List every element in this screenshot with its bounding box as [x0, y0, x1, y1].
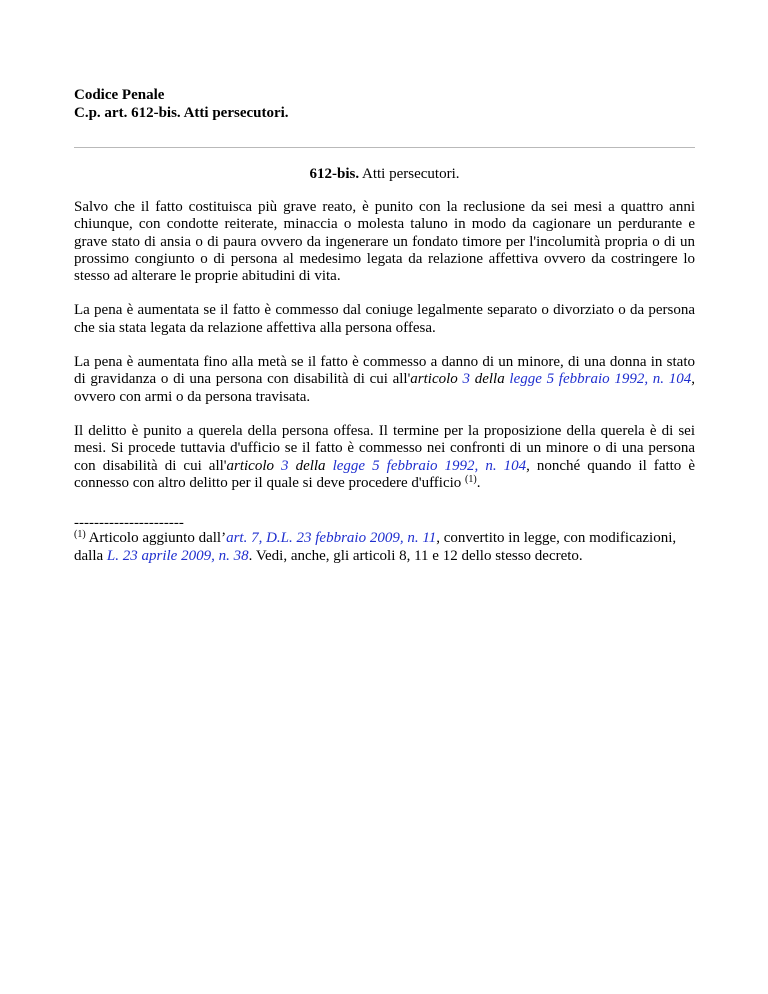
footnote-separator: ---------------------- [74, 515, 184, 532]
link-legge-104-1992[interactable]: legge 5 febbraio 1992, n. 104 [332, 457, 527, 474]
paragraph-4-continuation: , nonché quando il fatto è connesso con altro delitto per il quale si deve procedere d'ufficio [74, 457, 695, 491]
footnote-text-end: . Vedi, anche, gli articoli 8, 11 e 12 dello stesso decreto. [248, 547, 583, 564]
link-article-3[interactable]: 3 [462, 371, 470, 388]
della-word: della [470, 371, 510, 388]
article-heading-title: Atti persecutori. [362, 166, 460, 182]
footnote-marker: (1) [74, 529, 86, 541]
link-legge-104-1992[interactable]: legge 5 febbraio 1992, n. 104 [509, 371, 692, 388]
link-legge-38-2009[interactable]: L. 23 aprile 2009, n. 38 [106, 547, 249, 564]
paragraph-3-end: , ovvero con armi o da persona travisata. [74, 371, 695, 405]
paragraph-2: La pena è aumentata se il fatto è commesso dal coniuge legalmente separato o divorziato o da persona che sia stata legata da relazione affettiva alla persona offesa. [74, 302, 695, 336]
article-heading [74, 165, 695, 183]
footnote-text-mid: , convertito in legge, con modificazioni, dalla [74, 530, 677, 564]
link-article-3[interactable]: 3 [281, 457, 289, 474]
code-title: Codice Penale [74, 87, 165, 103]
paragraph-3-text: La pena è aumentata fino alla metà se il fatto è commesso a danno di un minore, di una donna in stato di gravidanza o di una persona con disabilità di cui all' [74, 354, 695, 388]
footnote [74, 530, 695, 565]
horizontal-divider [74, 147, 695, 148]
footnote-text: Articolo aggiunto dall’ [85, 530, 227, 547]
paragraph-4 [74, 423, 695, 492]
footnote-reference[interactable]: (1) [465, 473, 477, 485]
article-number: 612-bis. [309, 166, 360, 182]
document-page [74, 86, 695, 565]
della-word: della [288, 457, 333, 474]
article-header-title: C.p. art. 612-bis. Atti persecutori. [74, 105, 289, 121]
paragraph-4-end: . [476, 474, 481, 491]
paragraph-1: Salvo che il fatto costituisca più grave reato, è punito con la reclusione da sei mesi a quattro anni chiunque, con condotte reiterate, minaccia o molesta taluno in modo da cagionare un perdurante e grave stato di ansia o di paura ovvero da ingenerare un fondato timore per l'incolumità propria o di un prossimo congiunto o di persona al medesimo legata da relazione affettiva ovvero da costringere lo stesso ad alterare le proprie abitudini di vita. [74, 199, 695, 285]
articolo-word: articolo [226, 457, 282, 474]
articolo-word: articolo [410, 371, 463, 388]
paragraph-4-text: Il delitto è punito a querela della persona offesa. Il termine per la proposizione della querela è di sei mesi. Si procede tuttavia d'ufficio se il fatto è commesso nei confronti di un minore o di una persona con disabilità di cui all' [74, 422, 695, 474]
link-dl-11-2009[interactable]: art. 7, D.L. 23 febbraio 2009, n. 11 [226, 530, 437, 547]
paragraph-3 [74, 354, 695, 406]
